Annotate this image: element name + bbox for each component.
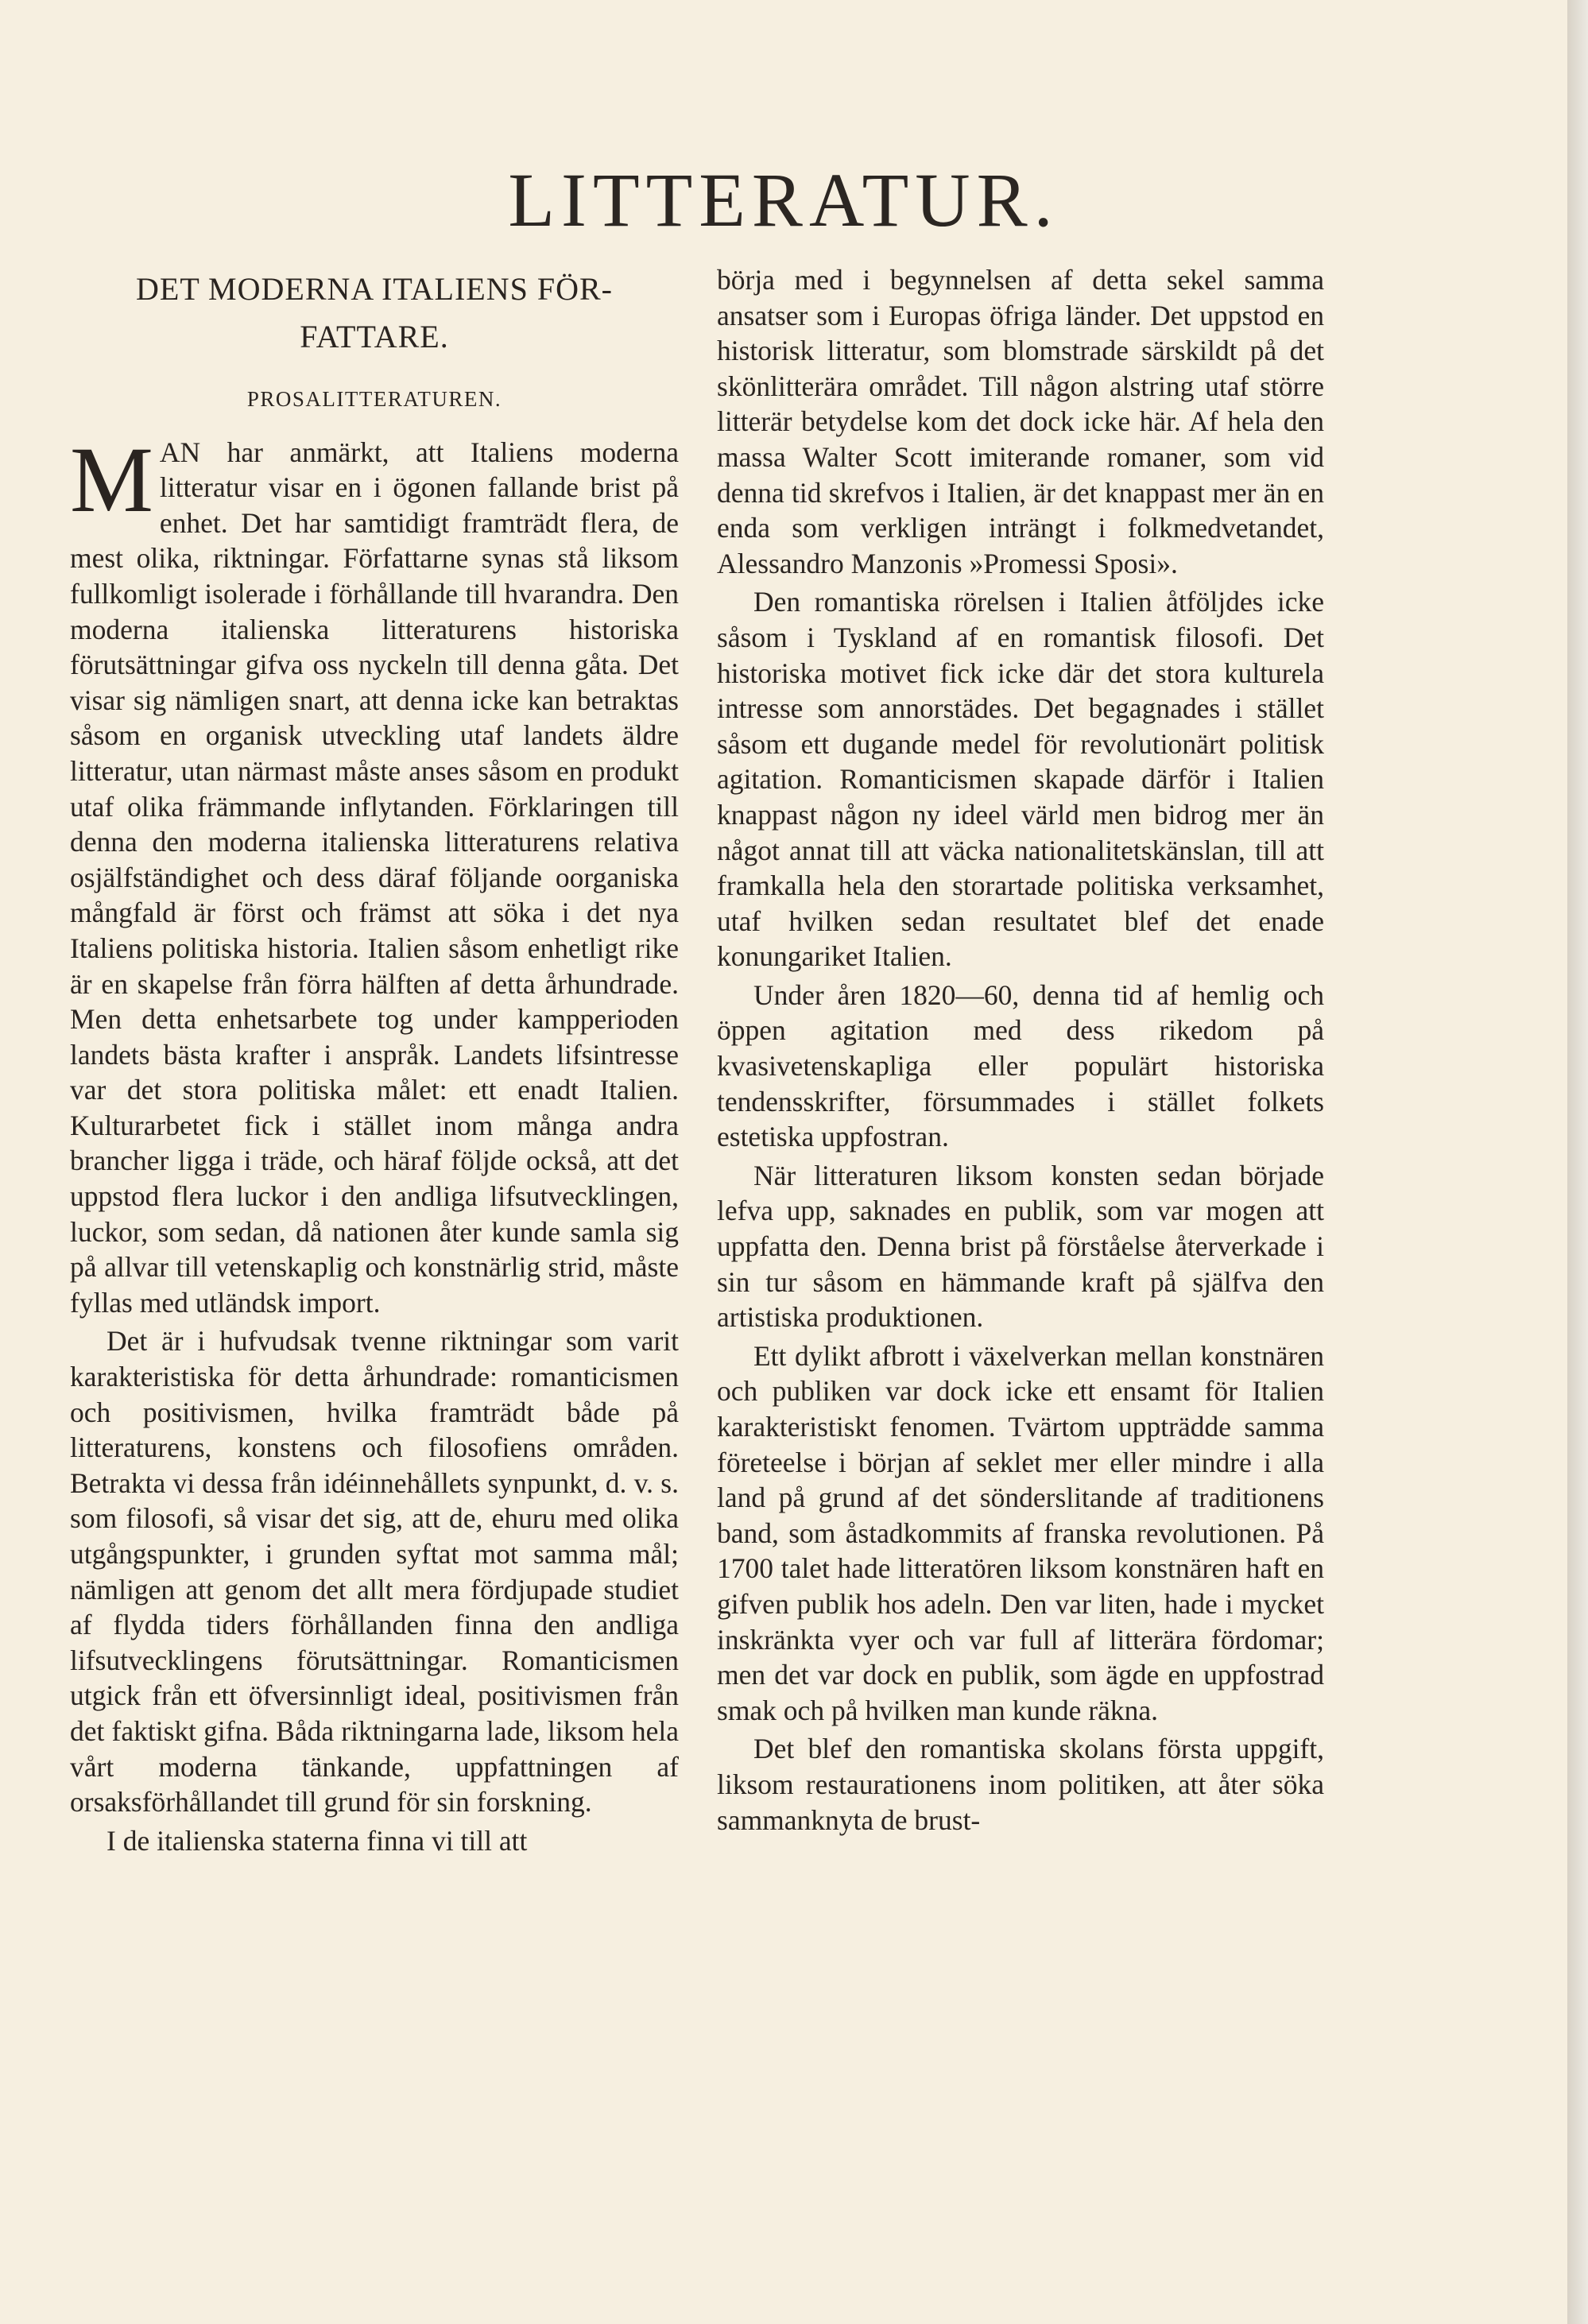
page-title: LITTERATUR.	[508, 157, 1059, 242]
right-column	[717, 262, 1324, 1841]
paragraph: När litteraturen liksom konsten sedan började lefva upp, saknades en publik, som var mogen att uppfatta den. Denna brist på förståelse återverkade i sin tur såsom en hämmande kraft på själfva den artistiska produktionen.	[717, 1159, 1324, 1334]
paragraph: Det blef den romantiska skolans första uppgift, liksom restaurationens inom politiken, att åter söka sammanknyta de brust-	[717, 1733, 1324, 1836]
section-heading: PROSALITTERATUREN.	[246, 387, 502, 411]
paragraph: Ett dylikt afbrott i växelverkan mellan konstnären och publiken var dock icke ett ensamt för Italien karakteristiskt fenomen. Tvärtom uppträdde samma företeelse i början af seklet mer eller mindre i alla land på grund af det sönderslitande af traditionens band, som åstadkommits af franska revolutionen. På 1700 talet hade litteratören liksom konstnären haft en gifven publik hos adeln. Den var liten, hade i mycket inskränkta vyer och var full af litterära fördomar; men det var dock en publik, som ägde en uppfostrad smak och på hvilken man kunde räkna.	[717, 1339, 1324, 1726]
paragraph: börja med i begynnelsen af detta sekel samma ansatser som i Europas öfriga länder. Det uppstod en historisk litteratur, som blomstrade särskildt på det skönlitterära området. Till någon alstring utaf större litterär betydelse kom det dock icke här. Af hela den massa Walter Scott imiterande romaner, som vid denna tid skrefvos i Italien, är det knappast mer än en enda som verkligen inträngt i folkmedvetandet, Alessandro Manzonis »Promessi Sposi».	[717, 264, 1324, 579]
paragraph-text: AN har anmärkt, att Italiens moderna litteratur visar en i ögonen fallande brist på enhet. Det har samtidigt framträdt flera, de mest olika, riktningar. Författarne synas stå liksom fullkomligt isolerade i förhållande till hvarandra. Den moderna italienska litteraturens historiska förutsättningar gifva oss nyckeln till denna gåta. Det visar sig nämligen snart, att denna icke kan betraktas såsom en organisk utveckling utaf landets äldre litteratur, utan närmast måste anses såsom en produkt utaf olika främmande inflytanden. Förklaringen till denna den moderna italienska litteraturens relativa osjälfständighet och dess däraf följande oorganiska mångfald är först och främst att söka i det nya Italiens politiska historia. Italien såsom enhetligt rike är en skapelse från förra hälften af detta århundrade. Men detta enhetsarbete tog under kampperioden landets bästa krafter i anspråk. Landets lifsintresse var det stora politiska målet: ett enadt Italien. Kulturarbetet fick i stället inom många andra brancher ligga i träde, och häraf följde också, att det uppstod flera luckor i den andliga lifsutvecklingen, luckor, som sedan, då nationen åter kunde samla sig på allvar till vetenskaplig och konstnärlig strid, måste fyllas med utländsk import.	[70, 436, 679, 1319]
paragraph: Under åren 1820—60, denna tid af hemlig och öppen agitation med dess rikedom på kvasivetenskapliga eller populärt historiska tendensskrifter, försummades i stället folkets estetiska uppfostran.	[717, 978, 1324, 1153]
paragraph: Det är i hufvudsak tvenne riktningar som varit karakteristiska för detta århundrade: romanticismen och positivismen, hvilka framträdt både på litteraturens, konstens och filosofiens områden. Betrakta vi dessa från idéinnehållets synpunkt, d. v. s. som filosofi, så visar det sig, att de, ehuru med olika utgångspunkter, i grunden syftat mot samma mål; nämligen att genom det allt mera fördjupade studiet af flydda tiders förhållanden finna den andliga lifsutvecklingens förutsättningar. Romanticismen utgick från ett öfversinnligt ideal, positivismen från det faktiskt gifna. Båda riktningarna lade, liksom hela vårt moderna tänkande, uppfattningen af orsaksförhållandet till grund för sin forskning.	[70, 1325, 679, 1819]
paragraph	[70, 427, 679, 1321]
left-column	[70, 262, 679, 1861]
page-edge	[1567, 0, 1588, 2324]
paragraph: Den romantiska rörelsen i Italien åtföljdes icke såsom i Tyskland af en romantisk filosofi. Det historiska motivet fick icke där det stora kulturela intresse som annorstädes. Det begagnades i stället såsom ett dugande medel för revolutionärt politisk agitation. Romanticismen skapade därför i Italien knappast någon ny ideel värld men bidrog mer än något annat till att väcka nationalitetskänslan, till att framkalla hela den storartade politiska verksamhet, utaf hvilken sedan resultatet blef det enade konungariket Italien.	[717, 586, 1324, 973]
paragraph: I de italienska staterna finna vi till att	[107, 1824, 528, 1857]
drop-cap: M	[70, 427, 153, 532]
article-title: DET MODERNA ITALIENS FÖR-FATTARE.	[136, 271, 613, 354]
